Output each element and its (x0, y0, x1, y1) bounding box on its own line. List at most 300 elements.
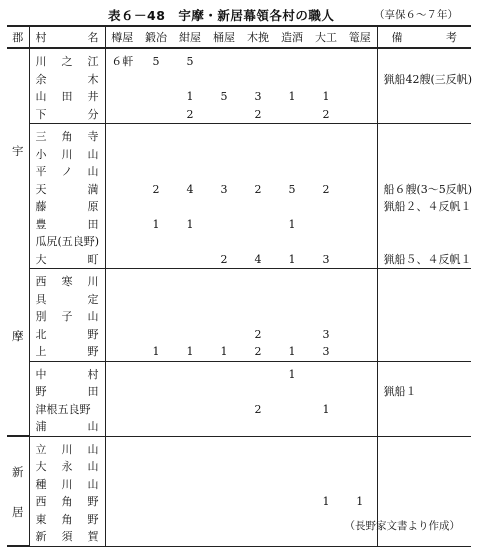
trade-count: 4 (241, 251, 275, 269)
table-row (7, 106, 471, 124)
trade-count (105, 181, 139, 199)
county-cell (7, 48, 29, 436)
header-county: 郡 (7, 26, 29, 48)
trade-count (139, 418, 173, 436)
trade-count (173, 163, 207, 181)
village-text: 豊 田 (35, 217, 99, 231)
trade-count: 1 (173, 343, 207, 361)
trade-count (343, 216, 377, 234)
trade-count (105, 71, 139, 89)
trade-count (343, 251, 377, 269)
trade-count (105, 401, 139, 419)
trade-count: 2 (241, 106, 275, 124)
trade-count: 1 (275, 251, 309, 269)
village-name (29, 291, 105, 309)
trade-count (207, 198, 241, 216)
trade-count (105, 493, 139, 511)
trade-count (173, 71, 207, 89)
trade-count (105, 528, 139, 546)
header-notes-right: 考 (446, 31, 457, 44)
trade-count (275, 106, 309, 124)
trade-count (173, 146, 207, 164)
trade-count (105, 458, 139, 476)
table-row (7, 436, 471, 458)
trade-count (343, 124, 377, 146)
village-text: 新 須 賀 (35, 530, 99, 543)
trade-count (105, 88, 139, 106)
header-trade: 木挽 (241, 26, 275, 48)
notes-cell (377, 269, 471, 291)
trade-count (139, 88, 173, 106)
trade-count (343, 401, 377, 419)
trade-count (275, 291, 309, 309)
trade-count (241, 48, 275, 71)
header-village-right: 名 (87, 31, 99, 44)
trade-count (105, 233, 139, 251)
trade-count (309, 71, 343, 89)
trade-count (105, 163, 139, 181)
trade-count (241, 233, 275, 251)
trade-count (343, 308, 377, 326)
trade-count: 1 (207, 343, 241, 361)
village-text: 津根五良野 (35, 402, 91, 416)
trade-count: 1 (288, 90, 296, 103)
trade-count (241, 458, 275, 476)
trade-count (139, 198, 173, 216)
table-row (7, 476, 471, 494)
trade-count: 5 (220, 90, 228, 103)
village-name (29, 233, 105, 251)
village-name (29, 493, 105, 511)
village-text: 西 寒 川 (35, 275, 99, 288)
trade-count (173, 476, 207, 494)
village-name (29, 269, 105, 291)
trade-count (207, 308, 241, 326)
trade-count (173, 493, 207, 511)
table-row (7, 361, 471, 383)
notes-cell (377, 476, 471, 494)
trade-count (343, 181, 377, 199)
trade-count: 1 (322, 402, 330, 416)
village-name (29, 146, 105, 164)
trade-count: 2 (207, 251, 241, 269)
trade-count (343, 458, 377, 476)
village-name (29, 418, 105, 436)
trade-count (309, 383, 343, 401)
trade-count (207, 106, 241, 124)
trade-count (139, 383, 173, 401)
trade-count (105, 106, 139, 124)
trade-count (207, 418, 241, 436)
notes-cell (377, 326, 471, 344)
trade-count (241, 383, 275, 401)
village-name (29, 326, 105, 344)
trade-count (173, 269, 207, 291)
table-body (7, 48, 471, 546)
village-text: 三 角 寺 (35, 130, 99, 143)
trade-count (105, 343, 139, 361)
table-row (7, 343, 471, 361)
trade-count (309, 216, 343, 234)
trade-count: 5 (288, 182, 296, 196)
trade-count (173, 528, 207, 546)
table-row (7, 458, 471, 476)
header-notes-left: 備 (391, 31, 403, 44)
table-row (7, 269, 471, 291)
trade-count: 5 (152, 55, 160, 68)
trade-count (207, 269, 241, 291)
trade-count (275, 476, 309, 494)
header-trade: 樽屋 (105, 26, 139, 48)
table-number: 表６－48 (108, 8, 166, 23)
village-text: 別 子 山 (35, 310, 99, 323)
trade-count: 2 (322, 182, 330, 196)
table-period: （享保６～７年） (374, 9, 458, 21)
header-trade: 紺屋 (173, 26, 207, 48)
village-name (29, 251, 105, 269)
village-text: 藤 原 (35, 200, 99, 213)
notes-cell (377, 124, 471, 146)
trade-count (343, 326, 377, 344)
table-caption (0, 6, 480, 22)
village-name (29, 401, 105, 419)
trade-count: 2 (152, 182, 160, 196)
table-row (7, 251, 471, 269)
table-row (7, 233, 471, 251)
trade-count (309, 163, 343, 181)
trade-count (309, 511, 343, 529)
trade-count (309, 291, 343, 309)
trade-count (241, 198, 275, 216)
trade-count: 2 (254, 327, 262, 341)
trade-count (139, 146, 173, 164)
trade-count (173, 233, 207, 251)
trade-count (173, 401, 207, 419)
trade-count (343, 233, 377, 251)
trade-count (241, 216, 275, 234)
trade-count (275, 48, 309, 71)
trade-count (139, 493, 173, 511)
trade-count (139, 511, 173, 529)
trade-count (275, 198, 309, 216)
notes-cell (377, 163, 471, 181)
trade-count (207, 146, 241, 164)
trade-count (105, 146, 139, 164)
village-name (29, 163, 105, 181)
trade-count (275, 418, 309, 436)
header-trade: 大工 (309, 26, 343, 48)
trade-count (309, 458, 343, 476)
source-note: （長野家文書より作成） (344, 520, 460, 532)
trade-count (309, 146, 343, 164)
village-text: 川 之 江 (35, 55, 99, 68)
trade-count (343, 476, 377, 494)
table-row (7, 146, 471, 164)
trade-count (241, 436, 275, 458)
notes-cell (377, 106, 471, 124)
village-name (29, 476, 105, 494)
trade-count (241, 71, 275, 89)
notes-cell: 猟船１ (377, 383, 471, 401)
village-name (29, 106, 105, 124)
trade-count (139, 326, 173, 344)
county-char: 摩 (12, 328, 24, 343)
village-text: 下 分 (35, 107, 99, 121)
trade-count (139, 401, 173, 419)
trade-count: 2 (309, 106, 343, 124)
trade-count: 3 (309, 251, 343, 269)
trade-count: 3 (309, 343, 343, 361)
trade-count (275, 401, 309, 419)
notes-cell: 猟船２、４反帆１ (377, 198, 471, 216)
trade-count (105, 361, 139, 383)
trade-count (207, 401, 241, 419)
village-text: 大 永 山 (35, 460, 99, 473)
trade-count (309, 124, 343, 146)
village-name (29, 308, 105, 326)
trade-count (105, 436, 139, 458)
trade-count (105, 326, 139, 344)
village-text: 小 川 山 (35, 147, 99, 161)
table-row (7, 291, 471, 309)
table-row (7, 383, 471, 401)
header-trade: 篭屋 (343, 26, 377, 48)
trade-count: 1 (322, 90, 330, 103)
notes-cell (377, 401, 471, 419)
notes-cell (377, 418, 471, 436)
trade-count (207, 326, 241, 344)
trade-count (241, 528, 275, 546)
notes-cell: 船６艘(3～5反帆) (377, 181, 471, 199)
trade-count (173, 124, 207, 146)
county-cell (7, 436, 29, 546)
trade-count (309, 198, 343, 216)
table-row (7, 48, 471, 71)
trade-count (343, 146, 377, 164)
village-text: 浦 山 (35, 420, 99, 433)
trade-count: 1 (288, 217, 296, 231)
trade-count (241, 511, 275, 529)
table-row (7, 198, 471, 216)
trade-count: 1 (322, 495, 330, 508)
notes-cell: 猟船５、４反帆１ (377, 251, 471, 269)
table-row (7, 124, 471, 146)
notes-cell (377, 493, 471, 511)
village-text: 天 満 (35, 182, 99, 196)
trade-count (241, 308, 275, 326)
village-text: 具 定 (35, 292, 99, 306)
trade-count (241, 361, 275, 383)
village-name (29, 361, 105, 383)
trade-count: 1 (275, 343, 309, 361)
table-row (7, 163, 471, 181)
trade-count (139, 361, 173, 383)
trade-count (275, 511, 309, 529)
notes-cell (377, 146, 471, 164)
trade-count (241, 163, 275, 181)
trade-count (275, 326, 309, 344)
trade-count (139, 291, 173, 309)
trade-count (105, 269, 139, 291)
trade-count (275, 124, 309, 146)
trade-count (275, 163, 309, 181)
county-char: 新 (12, 465, 24, 480)
village-name (29, 528, 105, 546)
trade-count (275, 383, 309, 401)
trade-count (309, 361, 343, 383)
table-row (7, 326, 471, 344)
trade-count (241, 418, 275, 436)
trade-count (139, 458, 173, 476)
table-row (7, 216, 471, 234)
trade-count: 1 (186, 90, 194, 103)
trade-count (241, 493, 275, 511)
trade-count (173, 326, 207, 344)
trade-count (343, 106, 377, 124)
trade-count (309, 308, 343, 326)
trade-count (173, 291, 207, 309)
trade-count (139, 251, 173, 269)
trade-count: 1 (152, 217, 160, 231)
trade-count (105, 198, 139, 216)
trade-count (343, 198, 377, 216)
trade-count: 3 (254, 90, 262, 103)
trade-count (343, 71, 377, 89)
trade-count: 5 (186, 55, 194, 68)
trade-count (309, 233, 343, 251)
trade-count: 3 (322, 327, 330, 341)
trade-count (241, 476, 275, 494)
trade-count (275, 308, 309, 326)
trade-count (343, 361, 377, 383)
village-text: 上 野 (35, 345, 99, 358)
notes-cell (377, 361, 471, 383)
trade-count (207, 216, 241, 234)
trade-count (343, 163, 377, 181)
county-char: 宇 (12, 143, 24, 158)
trade-count (139, 124, 173, 146)
village-text: 西 角 野 (35, 495, 99, 508)
table-row (7, 308, 471, 326)
trade-count: 4 (186, 182, 194, 196)
trade-count (105, 511, 139, 529)
village-name (29, 88, 105, 106)
table-row (7, 418, 471, 436)
village-text: 東 角 野 (35, 512, 99, 526)
header-village (29, 26, 105, 48)
trade-count (173, 361, 207, 383)
notes-cell (377, 308, 471, 326)
notes-cell (377, 343, 471, 361)
trade-count (207, 48, 241, 71)
table-row (7, 71, 471, 89)
table-row (7, 401, 471, 419)
notes-cell: 猟船42艘(三反帆) (377, 71, 471, 89)
trade-count: 1 (186, 217, 194, 231)
notes-cell (377, 48, 471, 71)
village-text: 立 川 山 (35, 442, 99, 456)
trade-count (105, 418, 139, 436)
trade-count (343, 383, 377, 401)
header-trade: 桶屋 (207, 26, 241, 48)
trade-count (275, 269, 309, 291)
table-row (7, 181, 471, 199)
trade-count (139, 71, 173, 89)
trade-count (207, 436, 241, 458)
village-text: 北 野 (35, 327, 99, 341)
notes-cell (377, 233, 471, 251)
village-text: 野 田 (35, 385, 99, 398)
trade-count (309, 528, 343, 546)
trade-count (241, 146, 275, 164)
trade-count (173, 383, 207, 401)
trade-count (207, 528, 241, 546)
trade-count (275, 528, 309, 546)
trade-count: 2 (254, 402, 262, 416)
trade-count (241, 269, 275, 291)
village-name (29, 216, 105, 234)
trade-count (173, 458, 207, 476)
trade-count (105, 251, 139, 269)
trade-count (105, 476, 139, 494)
trade-count (343, 269, 377, 291)
notes-cell (377, 458, 471, 476)
trade-count (207, 163, 241, 181)
header-row (7, 26, 471, 48)
village-name (29, 436, 105, 458)
trade-count (207, 493, 241, 511)
trade-count (139, 269, 173, 291)
trade-count (309, 48, 343, 71)
trade-count (275, 146, 309, 164)
trade-count: 1 (288, 367, 296, 381)
trade-count (173, 198, 207, 216)
village-name (29, 48, 105, 71)
trade-count: ６軒 (111, 55, 134, 68)
trade-count (207, 476, 241, 494)
trade-count (173, 418, 207, 436)
header-trade: 鍛冶 (139, 26, 173, 48)
village-name (29, 71, 105, 89)
trade-count (139, 528, 173, 546)
trade-count (105, 383, 139, 401)
trade-count (105, 124, 139, 146)
artisans-table (7, 25, 471, 547)
village-name (29, 458, 105, 476)
trade-count (139, 308, 173, 326)
trade-count (343, 418, 377, 436)
trade-count (139, 163, 173, 181)
village-text: 余 木 (35, 72, 99, 86)
trade-count: 2 (254, 182, 262, 196)
trade-count (343, 343, 377, 361)
county-char: 居 (12, 505, 24, 520)
village-text: 山 田 井 (35, 90, 99, 103)
table-title-text: 宇摩・新居幕領各村の職人 (178, 8, 335, 23)
trade-count (207, 511, 241, 529)
village-name (29, 181, 105, 199)
trade-count (309, 476, 343, 494)
trade-count (105, 308, 139, 326)
trade-count (343, 48, 377, 71)
village-name (29, 198, 105, 216)
trade-count (343, 88, 377, 106)
trade-count (275, 436, 309, 458)
trade-count (173, 308, 207, 326)
trade-count: 2 (241, 343, 275, 361)
trade-count (207, 458, 241, 476)
village-name (29, 383, 105, 401)
